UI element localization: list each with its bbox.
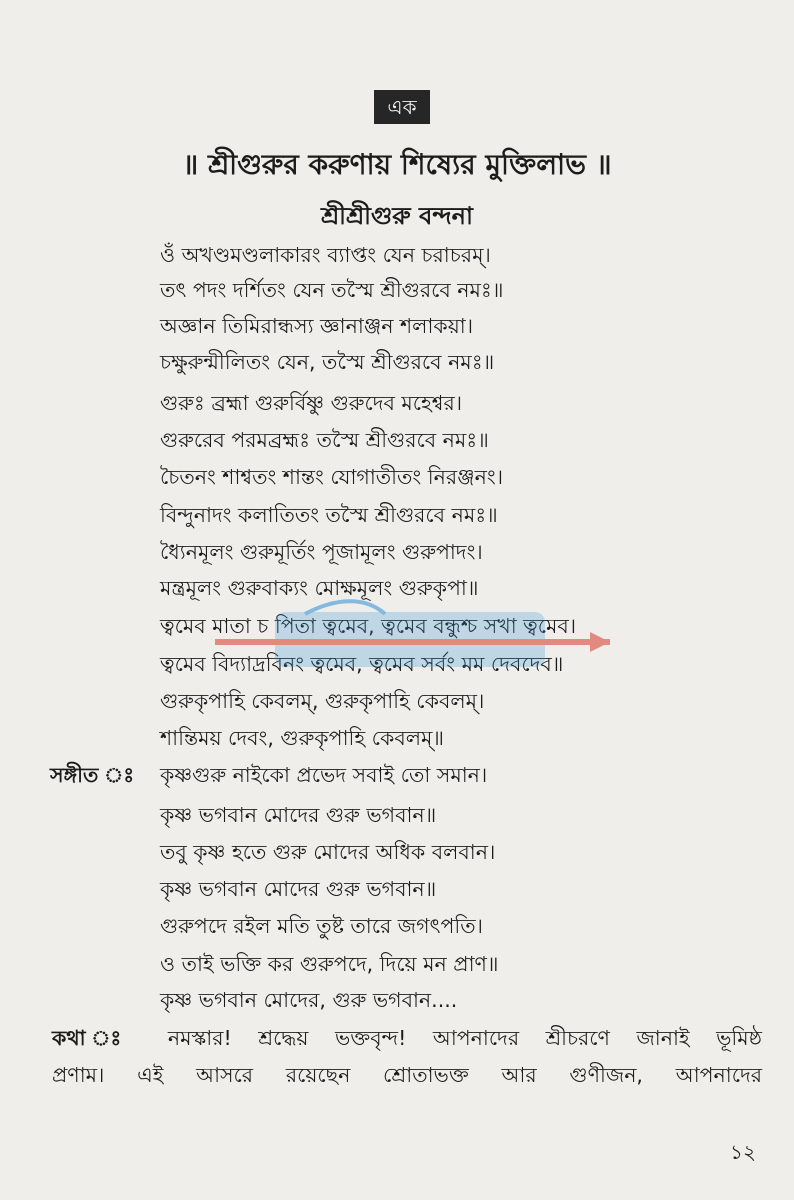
- verse-line: ত্বমেব মাতা চ পিতা ত্বমেব, ত্বমেব বন্ধুশ্চ সখা ত্বমেব।: [160, 614, 577, 638]
- song-label: সঙ্গীত ঃ: [50, 763, 135, 787]
- song-line: তবু কৃষ্ণ হতে গুরু মোদের অধিক বলবান।: [160, 840, 496, 864]
- verse-line: চৈতনং শাশ্বতং শান্তং যোগাতীতং নিরঞ্জনং।: [160, 465, 504, 489]
- page-number: ১২: [730, 1140, 756, 1164]
- song-line: ও তাই ভক্তি কর গুরুপদে, দিয়ে মন প্রাণ॥: [160, 952, 499, 976]
- song-line: কৃষ্ণগুরু নাইকো প্রভেদ সবাই তো সমান।: [160, 763, 488, 787]
- verse-line: অজ্ঞান তিমিরান্ধস্য জ্ঞানাঞ্জন শলাকয়া।: [160, 314, 474, 338]
- speech-line: [52, 1023, 762, 1053]
- chapter-title: ॥ শ্রীগুরুর করুণায় শিষ্যের মুক্তিলাভ ॥: [182, 148, 612, 181]
- song-line: কৃষ্ণ ভগবান মোদের গুরু ভগবান॥: [160, 803, 437, 827]
- song-line: গুরুপদে রইল মতি তুষ্ট তারে জগৎপতি।: [160, 914, 483, 938]
- verse-line: ধ্যৈনমূলং গুরুমূর্তিং পূজামূলং গুরুপাদং।: [160, 540, 483, 564]
- verse-line: ত্বমেব বিদ্যাদ্রবিনং ত্বমেব, ত্বমেব সর্বং মম দেবদেব॥: [160, 652, 564, 676]
- verse-line: বিন্দুনাদং কলাতিতং তস্মৈ শ্রীগুরবে নমঃ॥: [160, 503, 498, 527]
- chapter-label: এক: [374, 90, 430, 124]
- arrow-head-icon: [590, 632, 610, 652]
- verse-line: গুরুঃ ব্রহ্মা গুরুর্বিষ্ণু গুরুদেব মহেশ্বর।: [160, 391, 463, 415]
- speech-text: নমস্কার! শ্রদ্ধেয় ভক্তবৃন্দ! আপনাদের শ্রীচরণে জানাই ভূমিষ্ঠ: [167, 1026, 762, 1050]
- song-line: কৃষ্ণ ভগবান মোদের, গুরু ভগবান....: [160, 988, 458, 1012]
- verse-line: চক্ষুরুন্মীলিতং যেন, তস্মৈ শ্রীগুরবে নমঃ॥: [160, 350, 495, 374]
- verse-line: মন্ত্রমূলং গুরুবাক্যং মোক্ষমূলং গুরুকৃপা॥: [160, 576, 479, 600]
- verse-line: শান্তিময় দেবং, গুরুকৃপাহি কেবলম্॥: [160, 726, 444, 750]
- section-subtitle: শ্রীশ্রীগুরু বন্দনা: [321, 202, 473, 230]
- speech-label: কথা ঃ: [52, 1026, 142, 1050]
- verse-line: গুরুকৃপাহি কেবলম্, গুরুকৃপাহি কেবলম্।: [160, 689, 485, 713]
- speech-line: প্রণাম। এই আসরে রয়েছেন শ্রোতাভক্ত আর গুণীজন, আপনাদের: [52, 1063, 762, 1087]
- verse-line: ওঁ অখণ্ডমণ্ডলাকারং ব্যাপ্তং যেন চরাচরম্।: [160, 243, 491, 267]
- verse-line: তৎ পদং দর্শিতং যেন তস্মৈ শ্রীগুরবে নমঃ॥: [160, 278, 504, 302]
- verse-line: গুরুরেব পরমব্রহ্মঃ তস্মৈ শ্রীগুরবে নমঃ॥: [160, 428, 489, 452]
- song-line: কৃষ্ণ ভগবান মোদের গুরু ভগবান॥: [160, 877, 437, 901]
